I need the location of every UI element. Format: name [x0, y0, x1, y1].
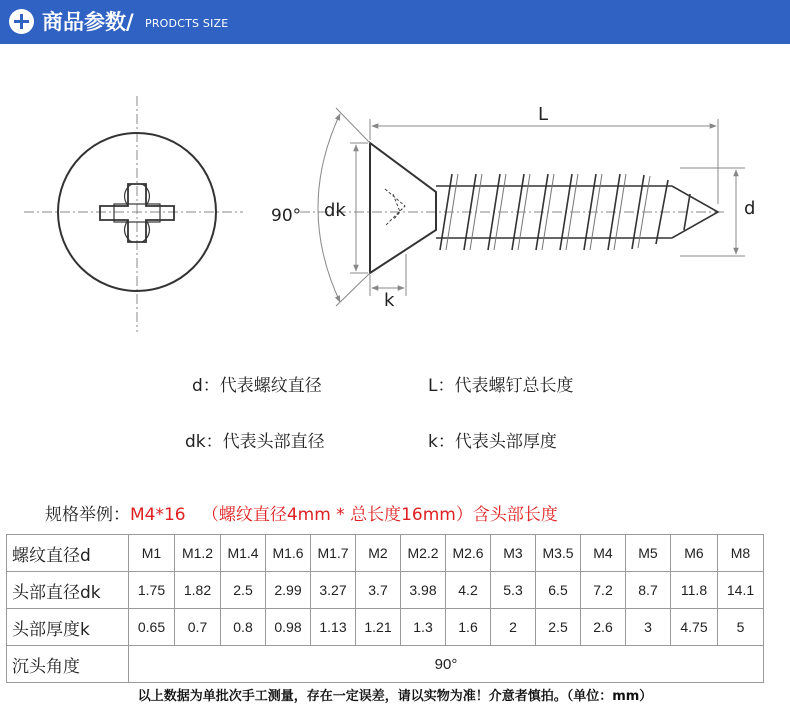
- section-header: [0, 0, 790, 44]
- row-label: 头部直径dk: [7, 572, 129, 609]
- row-label: 螺纹直径d: [7, 535, 129, 572]
- legend-L: L：代表螺钉总长度: [428, 376, 574, 396]
- table-cell: M1.2: [175, 535, 221, 572]
- table-cell: 2.6: [581, 609, 626, 646]
- label-d: d: [744, 198, 756, 219]
- row-label: 头部厚度k: [7, 609, 129, 646]
- table-cell: 4.2: [446, 572, 491, 609]
- measurement-note: 以上数据为单批次手工测量，存在一定误差，请以实物为准！介意者慎拍。（单位：mm）: [137, 689, 653, 704]
- example-spec: M4*16: [130, 505, 186, 525]
- screw-diagram: [0, 44, 790, 344]
- label-dk: dk: [324, 200, 346, 221]
- table-cell: 3.98: [401, 572, 446, 609]
- table-row: [7, 535, 764, 572]
- table-cell: 1.3: [401, 609, 446, 646]
- table-cell: M8: [718, 535, 764, 572]
- table-cell: 2.5: [536, 609, 581, 646]
- spec-example: [45, 503, 558, 527]
- row-label: 沉头角度: [7, 646, 129, 683]
- label-L: L: [537, 104, 549, 125]
- spec-table: [6, 534, 764, 683]
- screw-side-view: [300, 143, 725, 273]
- plus-circle-icon: [9, 9, 34, 34]
- table-cell: M4: [581, 535, 626, 572]
- table-cell: M1: [129, 535, 175, 572]
- table-cell: M6: [671, 535, 718, 572]
- table-cell: 3: [626, 609, 671, 646]
- table-cell: 0.7: [175, 609, 221, 646]
- legend-d: d：代表螺纹直径: [192, 376, 322, 396]
- table-row: [7, 572, 764, 609]
- head-top-view: [24, 96, 243, 332]
- table-cell: 5.3: [491, 572, 536, 609]
- label-angle: 90°: [271, 206, 302, 226]
- table-cell: 8.7: [626, 572, 671, 609]
- table-cell: 90°: [129, 646, 764, 683]
- table-row: [7, 609, 764, 646]
- table-cell: M2.2: [401, 535, 446, 572]
- table-cell: M1.7: [311, 535, 356, 572]
- table-cell: M1.6: [266, 535, 311, 572]
- table-cell: M1.4: [221, 535, 266, 572]
- legend-k: k：代表头部厚度: [428, 432, 557, 452]
- example-explain: （螺纹直径4mm * 总长度16mm）含头部长度: [201, 505, 558, 525]
- table-cell: 7.2: [581, 572, 626, 609]
- table-cell: 3.27: [311, 572, 356, 609]
- table-cell: 1.6: [446, 609, 491, 646]
- table-cell: 2: [491, 609, 536, 646]
- table-cell: 4.75: [671, 609, 718, 646]
- table-cell: 11.8: [671, 572, 718, 609]
- header-title: 商品参数/: [42, 10, 134, 34]
- table-cell: 14.1: [718, 572, 764, 609]
- table-cell: 0.65: [129, 609, 175, 646]
- table-cell: 1.82: [175, 572, 221, 609]
- table-cell: M2.6: [446, 535, 491, 572]
- table-cell: 0.8: [221, 609, 266, 646]
- table-cell: 1.13: [311, 609, 356, 646]
- table-cell: M3.5: [536, 535, 581, 572]
- table-row: [7, 646, 764, 683]
- table-cell: 0.98: [266, 609, 311, 646]
- table-cell: 5: [718, 609, 764, 646]
- table-cell: 1.75: [129, 572, 175, 609]
- dimension-lines: [318, 108, 745, 306]
- table-cell: M2: [356, 535, 401, 572]
- table-cell: M5: [626, 535, 671, 572]
- table-cell: 3.7: [356, 572, 401, 609]
- table-cell: 1.21: [356, 609, 401, 646]
- table-cell: 2.99: [266, 572, 311, 609]
- legend-dk: dk：代表头部直径: [185, 432, 325, 452]
- table-cell: 6.5: [536, 572, 581, 609]
- example-prefix: 规格举例：: [45, 505, 130, 525]
- table-cell: 2.5: [221, 572, 266, 609]
- label-k: k: [384, 290, 395, 311]
- header-subtitle: PRODCTS SIZE: [145, 17, 229, 30]
- table-cell: M3: [491, 535, 536, 572]
